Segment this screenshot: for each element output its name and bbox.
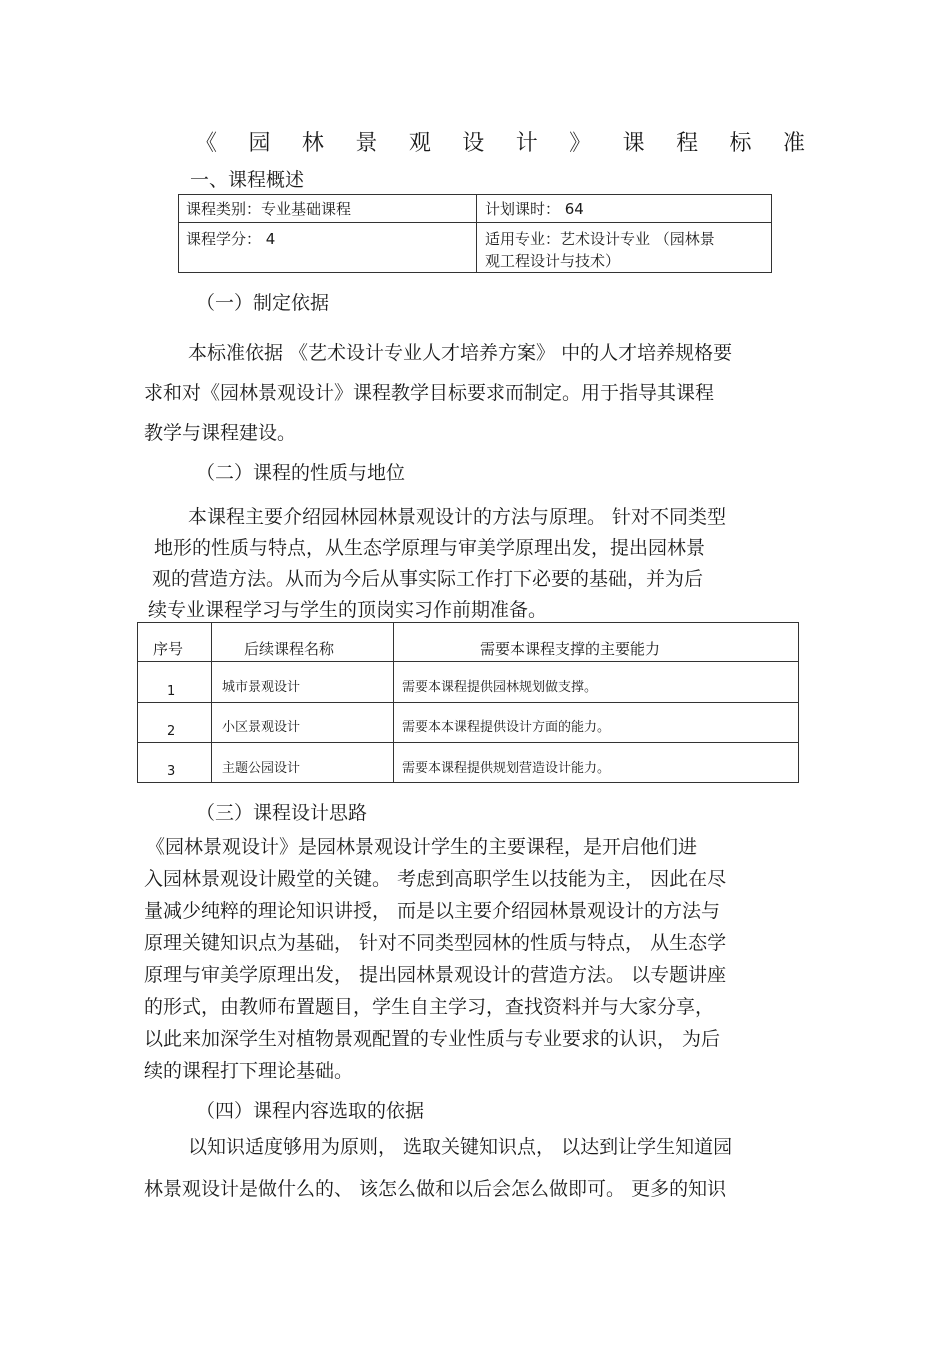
course-category: 课程类别：专业基础课程 — [186, 200, 352, 218]
text-line: 续专业课程学习与学生的顶岗实习作前期准备。 — [148, 599, 548, 621]
text-line: 原理与审美学原理出发， 提出园林景观设计的营造方法。 以专题讲座 — [144, 964, 727, 986]
subheading-basis: （一）制定依据 — [196, 292, 330, 314]
text-line: 以此来加深学生对植物景观配置的专业性质与专业要求的认识， 为后 — [144, 1028, 721, 1050]
title-char: 准 — [782, 131, 805, 156]
text-line: 入园林景观设计殿堂的关键。 考虑到高职学生以技能为主， 因此在尽 — [144, 868, 727, 890]
title-char: 观 — [408, 131, 431, 156]
subheading-design: （三）课程设计思路 — [196, 802, 368, 824]
text-line: 量减少纯粹的理论知识讲授， 而是以主要介绍园林景观设计的方法与 — [144, 900, 721, 922]
title-char: 程 — [676, 131, 699, 156]
text-line: 教学与课程建设。 — [144, 422, 297, 444]
table-header-ability: 需要本课程支撑的主要能力 — [480, 640, 661, 658]
table-cell: 主题公园设计 — [222, 761, 301, 776]
planned-hours: 计划课时： 64 — [485, 200, 584, 218]
table-cell: 3 — [167, 764, 176, 779]
table-cell: 小区景观设计 — [222, 720, 301, 735]
subheading-nature: （二）课程的性质与地位 — [196, 462, 406, 484]
title-char: 标 — [729, 131, 752, 156]
title-char: 园 — [248, 131, 271, 156]
text-line: 地形的性质与特点，从生态学原理与审美学原理出发，提出园林景 — [154, 537, 706, 559]
title-char: 课 — [622, 131, 645, 156]
title-char: 《 — [195, 131, 218, 156]
text-line: 《园林景观设计》是园林景观设计学生的主要课程，是开启他们进 — [146, 836, 698, 858]
text-line: 原理关键知识点为基础， 针对不同类型园林的性质与特点， 从生态学 — [144, 932, 727, 954]
document-title — [195, 126, 805, 157]
table-cell: 2 — [167, 724, 176, 739]
applicable-major-line2: 观工程设计与技术） — [485, 252, 621, 270]
text-line: 求和对《园林景观设计》课程教学目标要求而制定。用于指导其课程 — [144, 382, 715, 404]
text-line: 观的营造方法。从而为今后从事实际工作打下必要的基础，并为后 — [152, 568, 704, 590]
table-header-index: 序号 — [153, 640, 184, 658]
section-heading-overview: 一、课程概述 — [190, 169, 305, 191]
text-line: 以知识适度够用为原则， 选取关键知识点， 以达到让学生知道园 — [188, 1136, 733, 1158]
course-credits: 课程学分： 4 — [186, 230, 276, 248]
table-cell: 需要本课程提供园林规划做支撑。 — [402, 680, 598, 695]
subheading-selection: （四）课程内容选取的依据 — [196, 1100, 425, 1122]
applicable-major-line1: 适用专业：艺术设计专业 （园林景 — [485, 230, 715, 248]
text-line: 林景观设计是做什么的、 该怎么做和以后会怎么做即可。 更多的知识 — [144, 1178, 727, 1200]
text-line: 的形式，由教师布置题目，学生自主学习，查找资料并与大家分享， — [144, 996, 715, 1018]
text-line: 本标准依据 《艺术设计专业人才培养方案》 中的人才培养规格要 — [188, 342, 733, 364]
title-char: 设 — [462, 131, 485, 156]
table-cell: 城市景观设计 — [222, 680, 301, 695]
table-cell: 需要本课程提供规划营造设计能力。 — [402, 761, 611, 776]
title-char: 计 — [515, 131, 538, 156]
title-char: 景 — [355, 131, 378, 156]
title-char: 》 — [569, 131, 592, 156]
table-cell: 需要本本课程提供设计方面的能力。 — [402, 720, 611, 735]
table-cell: 1 — [167, 684, 176, 699]
text-line: 续的课程打下理论基础。 — [144, 1060, 354, 1082]
text-line: 本课程主要介绍园林园林景观设计的方法与原理。 针对不同类型 — [188, 506, 727, 528]
title-char: 林 — [301, 131, 324, 156]
table-header-course: 后续课程名称 — [244, 640, 335, 658]
